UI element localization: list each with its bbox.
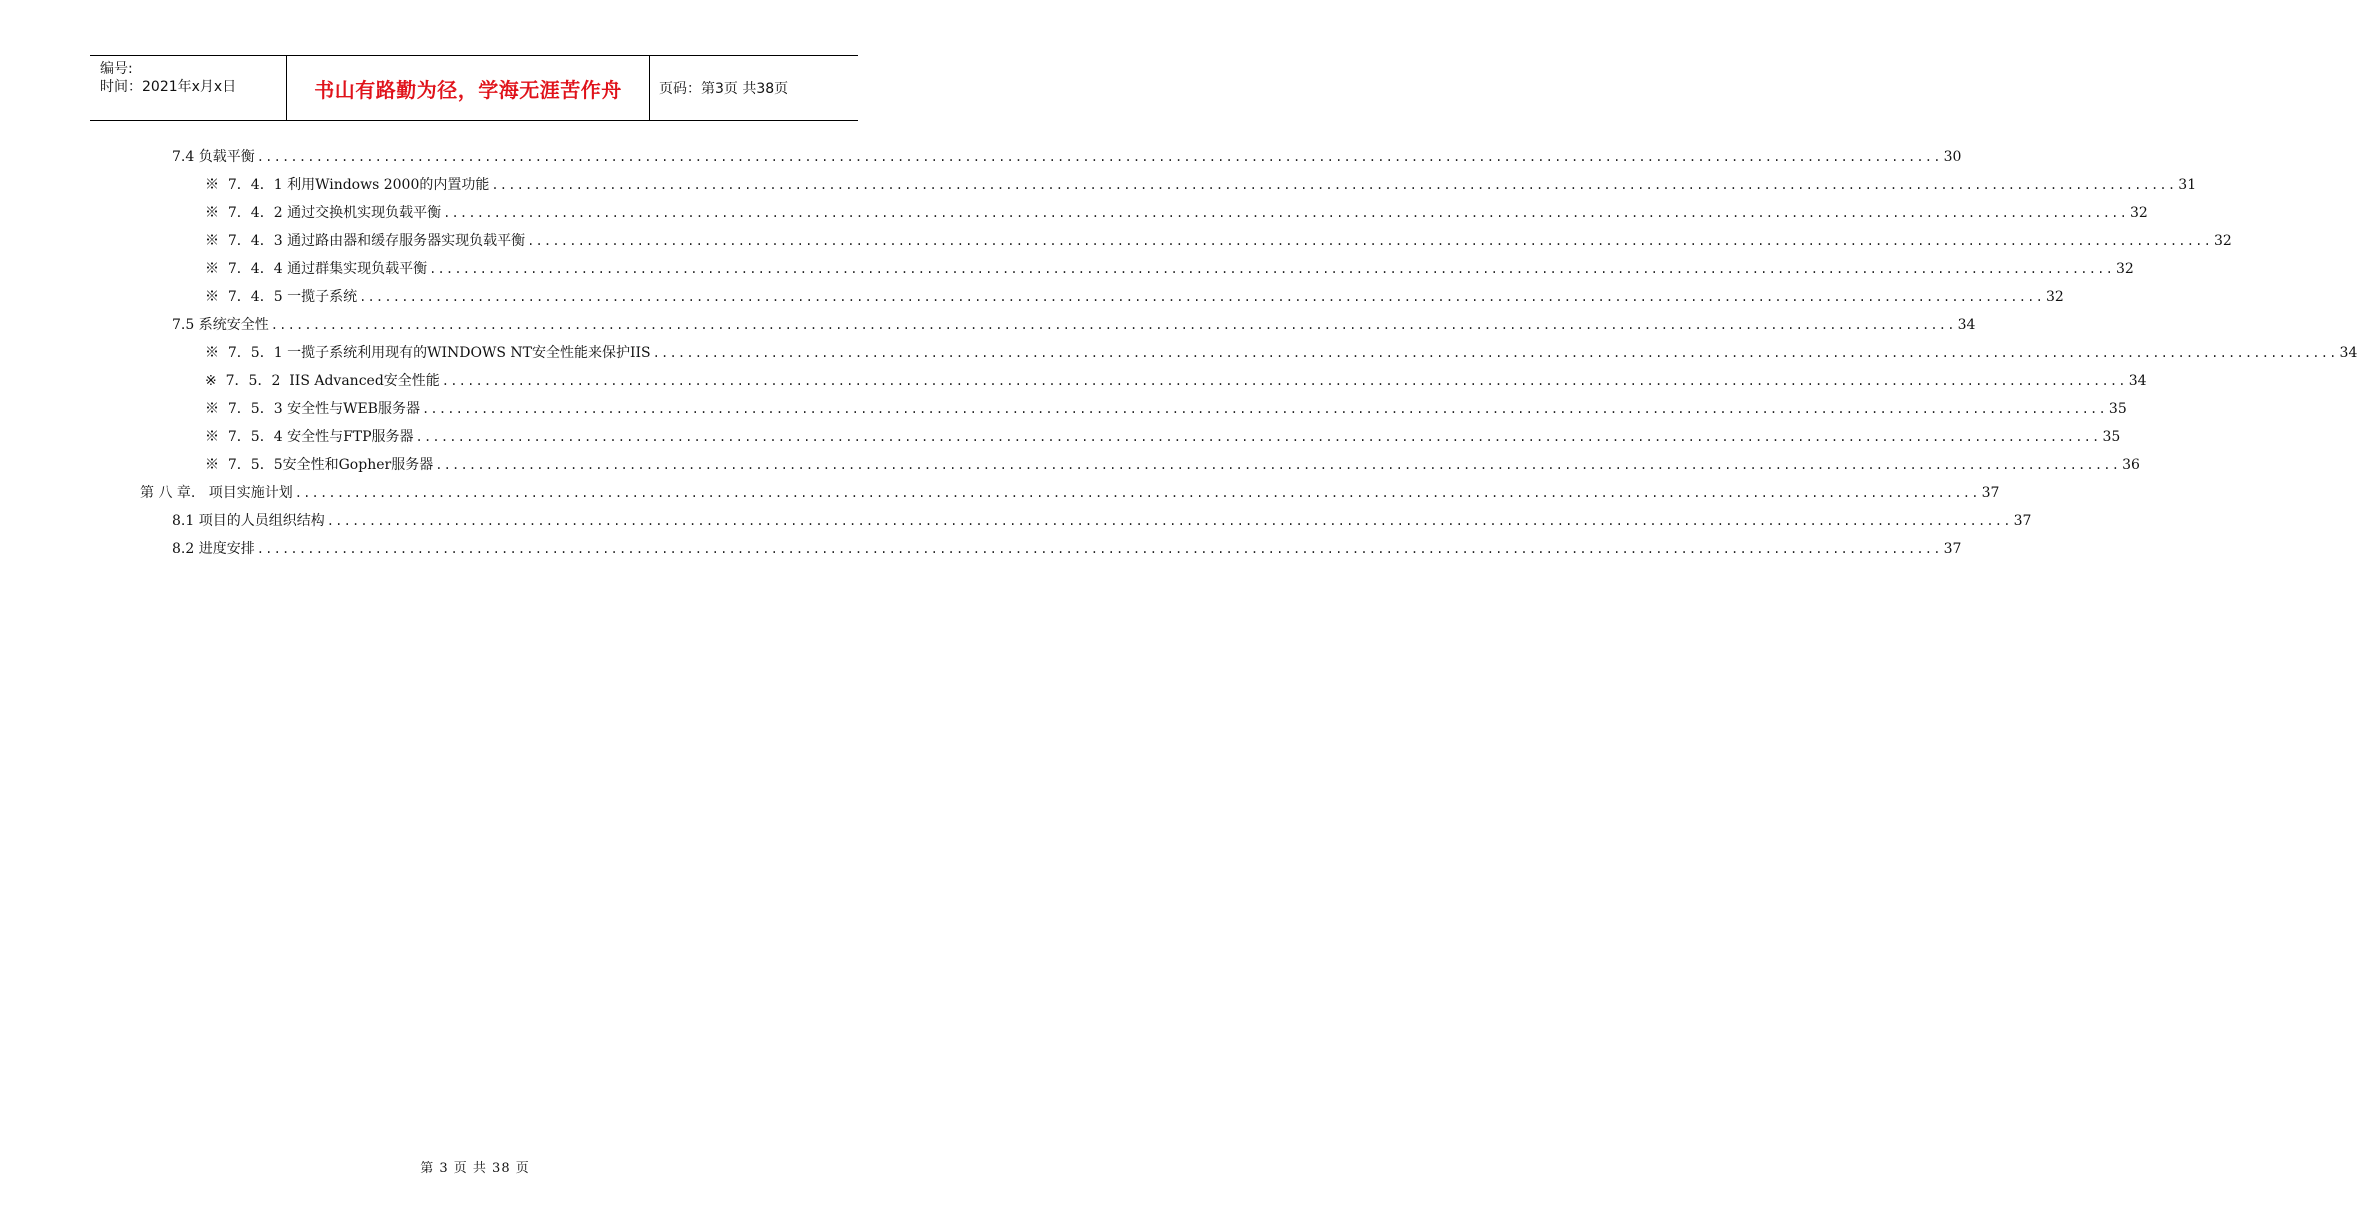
- page-footer: 第 3 页 共 38 页: [420, 1161, 530, 1176]
- toc-entry-title: ※ 7．4．1 利用Windows 2000的内置功能: [205, 177, 490, 193]
- toc-entry-page: 32: [2116, 261, 2134, 277]
- toc-entry[interactable]: [205, 254, 2134, 278]
- toc-dot-leader: ........................................................................................................................................................................................................: [270, 318, 1956, 332]
- toc-dot-leader: ........................................................................................................................................................................................................: [326, 514, 2012, 528]
- toc-entry[interactable]: [205, 198, 2148, 222]
- page-header: [90, 55, 858, 121]
- toc-entry-title: 7.5 系统安全性: [172, 317, 269, 333]
- toc-entry-title: ※ 7．5．3 安全性与WEB服务器: [205, 401, 420, 417]
- toc-entry-page: 37: [1981, 485, 2000, 501]
- toc-entry-title: ※ 7．5．1 一揽子系统利用现有的WINDOWS NT安全性能来保护IIS: [205, 345, 651, 361]
- toc-entry-title: 8.1 项目的人员组织结构: [172, 513, 325, 529]
- toc-entry-title: ※ 7．5．2 IIS Advanced安全性能: [205, 373, 440, 389]
- toc-entry-page: 35: [2102, 429, 2121, 445]
- toc-entry-title: ※ 7．5．5安全性和Gopher服务器: [205, 457, 434, 473]
- toc-entry[interactable]: [205, 366, 2147, 390]
- toc-entry[interactable]: [172, 142, 1962, 166]
- toc-entry-page: 32: [2214, 233, 2232, 249]
- toc-entry-page: 35: [2108, 401, 2127, 417]
- toc-dot-leader: ........................................................................................................................................................................................................: [443, 206, 2128, 220]
- toc-entry[interactable]: [205, 338, 2357, 362]
- toc-dot-leader: ........................................................................................................................................................................................................: [527, 234, 2212, 248]
- toc-entry[interactable]: [205, 394, 2127, 418]
- toc-entry-title: ※ 7．4．4 通过群集实现负载平衡: [205, 261, 428, 277]
- toc-entry[interactable]: [140, 478, 2000, 502]
- toc-entry-page: 34: [1957, 317, 1976, 333]
- toc-entry[interactable]: [205, 170, 2197, 194]
- toc-entry-page: 32: [2046, 289, 2064, 305]
- toc-entry[interactable]: [205, 282, 2064, 306]
- toc-dot-leader: ........................................................................................................................................................................................................: [652, 346, 2338, 360]
- toc-entry-title: 8.2 进度安排: [172, 541, 255, 557]
- toc-dot-leader: ........................................................................................................................................................................................................: [294, 486, 1980, 500]
- toc-entry-title: 第 八 章. 项目实施计划: [140, 485, 293, 501]
- toc-entry[interactable]: [172, 534, 1962, 558]
- toc-dot-leader: ........................................................................................................................................................................................................: [421, 402, 2107, 416]
- toc-entry[interactable]: [172, 310, 1976, 334]
- toc-entry-page: 34: [2128, 373, 2147, 389]
- header-motto: 书山有路勤为径，学海无涯苦作舟: [314, 77, 622, 102]
- toc-entry-page: 30: [1943, 149, 1962, 165]
- toc-entry-page: 37: [2013, 513, 2032, 529]
- toc-dot-leader: ........................................................................................................................................................................................................: [256, 150, 1942, 164]
- toc-dot-leader: ........................................................................................................................................................................................................: [429, 262, 2114, 276]
- toc-entry-page: 34: [2339, 345, 2357, 361]
- toc-entry-title: ※ 7．4．3 通过路由器和缓存服务器实现负载平衡: [205, 233, 526, 249]
- toc-entry-page: 32: [2130, 205, 2148, 221]
- toc-entry-title: ※ 7．4．5 一揽子系统: [205, 289, 358, 305]
- header-number-label: 编号:: [100, 61, 133, 77]
- toc-dot-leader: ........................................................................................................................................................................................................: [441, 374, 2127, 388]
- toc-dot-leader: ........................................................................................................................................................................................................: [415, 430, 2101, 444]
- toc-entry[interactable]: [205, 450, 2140, 474]
- toc-entry-page: 31: [2178, 177, 2197, 193]
- toc-entry-title: ※ 7．5．4 安全性与FTP服务器: [205, 429, 414, 445]
- toc-entry[interactable]: [205, 226, 2232, 250]
- header-page-info: 页码：第3页 共38页: [659, 81, 789, 97]
- toc-dot-leader: ........................................................................................................................................................................................................: [435, 458, 2121, 472]
- header-motto-cell: [286, 56, 650, 120]
- toc-dot-leader: ........................................................................................................................................................................................................: [256, 542, 1942, 556]
- toc-entry[interactable]: [205, 422, 2121, 446]
- header-meta: [90, 56, 286, 120]
- toc-entry-title: ※ 7．4．2 通过交换机实现负载平衡: [205, 205, 442, 221]
- header-time-label: 时间：2021年x月x日: [100, 79, 237, 95]
- toc-dot-leader: ........................................................................................................................................................................................................: [491, 178, 2177, 192]
- toc-entry-page: 36: [2122, 457, 2140, 473]
- toc-dot-leader: ........................................................................................................................................................................................................: [359, 290, 2044, 304]
- toc-entry-page: 37: [1943, 541, 1962, 557]
- toc-entry-title: 7.4 负载平衡: [172, 149, 255, 165]
- toc-entry[interactable]: [172, 506, 2032, 530]
